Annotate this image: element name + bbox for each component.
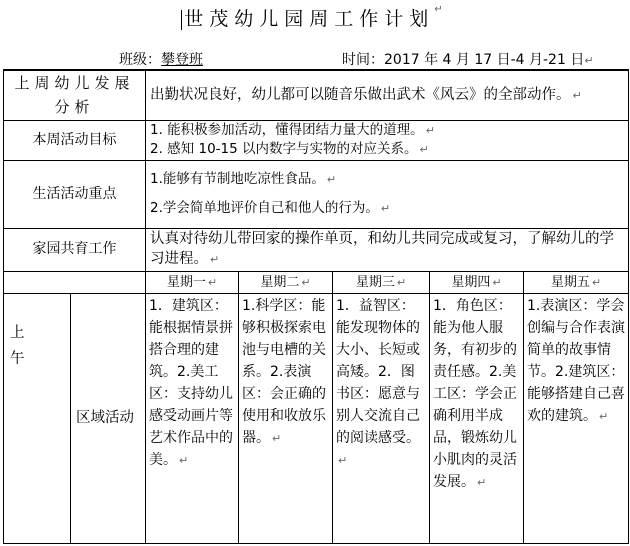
class-info <box>119 49 203 69</box>
weekday-header-row <box>4 271 629 293</box>
return-mark-icon: ↵ <box>419 143 429 156</box>
life-text: 2.学会简单地评价自己和他人的行为。 <box>150 200 379 216</box>
area-text: 1.表演区：学会创编与合作表演简单的故事情节。2.建筑区：能够搭建自己喜欢的建筑。 <box>527 297 626 424</box>
home-cell <box>146 228 629 271</box>
day-header-tue <box>239 271 333 293</box>
last-week-label: 上周幼儿发展分析 <box>4 70 146 120</box>
return-mark-icon: ↵ <box>425 124 435 137</box>
day-label: 星期三 <box>355 274 395 290</box>
area-text: 1.科学区：能够积极探索电池与电槽的关系。2.表演区：会正确的使用和收放乐器。 <box>242 297 327 446</box>
area-cell-thu <box>430 293 524 543</box>
life-item <box>150 165 624 194</box>
goals-row <box>4 120 629 160</box>
home-text: 认真对待幼儿带回家的操作单页，和幼儿共同完成或复习，了解幼儿的学习进程。 <box>150 231 615 267</box>
return-mark-icon: ↵ <box>301 275 311 289</box>
return-mark-icon: ↵ <box>572 88 582 102</box>
return-mark-icon: ↵ <box>492 275 502 289</box>
goal-item <box>150 121 624 140</box>
time-label: 时间：2017 年 4 月 17 日-4 月-21 日 <box>342 52 585 68</box>
home-row <box>4 228 629 271</box>
goals-cell <box>146 120 629 160</box>
return-mark-icon: ↵ <box>599 409 609 423</box>
area-cell-mon <box>146 293 239 543</box>
class-value: 攀登班 <box>161 52 203 68</box>
home-label: 家园共育工作 <box>4 228 146 271</box>
goals-label: 本周活动目标 <box>4 120 146 160</box>
day-label: 星期五 <box>550 274 590 290</box>
morning-label: 上午 <box>10 324 25 367</box>
return-mark-icon: ↵ <box>338 453 348 467</box>
return-mark-icon: ↵ <box>272 431 282 445</box>
morning-label-cell <box>4 293 71 543</box>
plan-table <box>3 69 629 544</box>
day-label: 星期二 <box>260 274 300 290</box>
day-header-thu <box>430 271 524 293</box>
area-label: 区域活动 <box>76 410 134 426</box>
day-header-mon <box>146 271 239 293</box>
area-text: 1．角色区：能为他人服务，有初步的责任感。2.美工区：学会正确利用半成品，锻炼幼儿小肌肉的灵活发展。 <box>433 297 518 490</box>
last-week-text: 出勤状况良好，幼儿都可以随音乐做出武术《风云》的全部动作。 <box>150 86 571 103</box>
area-cell-wed <box>333 293 430 543</box>
morning-area-row <box>4 293 629 543</box>
goal-text: 1. 能积极参加活动，懂得团结力量大的道理。 <box>150 122 424 138</box>
day-label: 星期一 <box>166 274 206 290</box>
return-mark-icon: ↵ <box>179 453 189 467</box>
return-mark-icon: ↵ <box>326 173 337 186</box>
time-info <box>342 49 594 69</box>
return-mark-icon: ↵ <box>380 202 391 215</box>
day-label: 星期四 <box>451 274 491 290</box>
return-mark-icon: ↵ <box>591 275 602 289</box>
goal-item <box>150 140 624 159</box>
header-empty-cell <box>4 271 146 293</box>
return-mark-icon: ↵ <box>396 275 407 289</box>
return-mark-icon: ↵ <box>477 475 487 489</box>
class-label: 班级： <box>119 52 161 68</box>
document-title <box>0 4 630 31</box>
day-header-fri <box>524 271 629 293</box>
life-cell <box>146 160 629 228</box>
area-text: 1．益智区：能发现物体的大小、长短或高矮。2．图书区：愿意与别人交流自己的阅读感受。 <box>336 297 421 446</box>
day-header-wed <box>333 271 430 293</box>
life-item <box>150 194 624 223</box>
return-mark-icon: ↵ <box>210 253 220 266</box>
goal-text: 2. 感知 10-15 以内数字与实物的对应关系。 <box>150 141 418 157</box>
return-mark-icon: ↵ <box>434 4 449 15</box>
text-cursor <box>181 10 182 30</box>
life-label: 生活活动重点 <box>4 160 146 228</box>
last-week-row <box>4 70 629 120</box>
title-text: 世茂幼儿园周工作计划 <box>184 8 435 30</box>
area-cell-tue <box>239 293 333 543</box>
area-text: 1．建筑区：能根据情景拼搭合理的建筑。2.美工区：支持幼儿感受动画片等艺术作品中的美。 <box>149 297 234 468</box>
return-mark-icon: ↵ <box>584 54 594 67</box>
life-text: 1.能够有节制地吃凉性食品。 <box>150 171 325 187</box>
area-label-cell <box>71 293 146 543</box>
life-row <box>4 160 629 228</box>
return-mark-icon: ↵ <box>207 275 218 289</box>
area-cell-fri <box>524 293 629 543</box>
last-week-cell <box>146 70 629 120</box>
